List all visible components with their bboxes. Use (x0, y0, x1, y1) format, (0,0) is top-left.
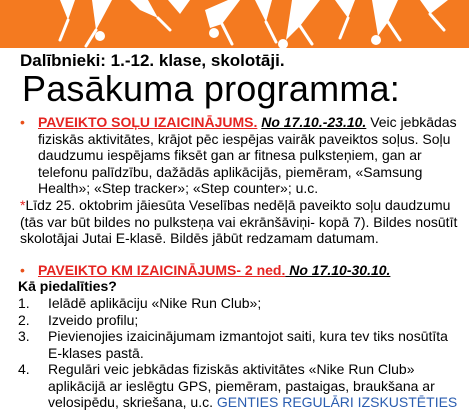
how-to-participate: Kā piedalīties? (18, 278, 117, 294)
list-item (18, 361, 459, 411)
section-steps-heading-line (38, 114, 455, 131)
note-line (20, 197, 459, 214)
list-item (18, 328, 459, 361)
section-steps-body (38, 114, 455, 197)
move-regularly-link[interactable]: GENTIES REGULĀRI IZSKUSTĒTIES (212, 394, 458, 410)
steps-challenge-dates: No 17.10.-23.10. (261, 114, 367, 130)
text-line: velosipēdu, skriešana, u.c. (48, 394, 213, 410)
text-line: aplikācijā ar ieslēgtu GPS, piemēram, pastaigas, braukšana ar (48, 377, 435, 394)
text-line: fiziskās aktivitātes, krājot pēc iespējas vairāk paveiktos soļus. Soļu (38, 130, 451, 147)
text-line: (tās var būt bildes no pulksteņa vai ekrānšāviņi- kopā 7). Bildes nosūtīt (20, 213, 458, 230)
text-line: Health»; «Step tracker»; «Step counter»; u.c. (38, 180, 319, 196)
participants-line: Dalībnieki: 1.-12. klase, skolotāji. (20, 51, 285, 70)
section-km-heading-line (38, 262, 455, 279)
text-line: Ielādē aplikāciju «Nike Run Club»; (48, 295, 262, 311)
text-line: Izveido profilu; (48, 311, 139, 328)
list-item (18, 295, 459, 312)
list-number: 1. (18, 295, 30, 311)
km-challenge-heading: PAVEIKTO KM IZAICINĀJUMS- 2 ned. (38, 262, 286, 278)
steps-note (20, 197, 459, 247)
note-asterisk: * (20, 197, 26, 213)
text-line-with-tail (48, 394, 459, 411)
text-line: telefonu palīdzību, dažādās aplikācijās, piemēram, «Samsung (38, 163, 423, 180)
text-line: Regulāri veic jebkādas fiziskās aktivitātes «Nike Run Club» (48, 361, 415, 377)
bullet: • (20, 114, 25, 130)
text-line: Veic jebkādas (366, 114, 457, 130)
running-figures-icon (0, 0, 469, 48)
steps-list (18, 295, 459, 411)
header-banner (0, 0, 469, 48)
km-challenge-dates: No 17.10-30.10. (285, 262, 391, 278)
text-line: Pievienojies izaicinājumam izmantojot saiti, kura tev tiks nosūtīta (48, 328, 448, 344)
text-line: skolotājai Jutai E-klasē. Bildēs jābūt redzamam datumam. (20, 230, 379, 246)
bullet: • (20, 262, 25, 278)
list-number: 3. (18, 328, 30, 344)
program-title: Pasākuma programma: (22, 68, 400, 109)
list-item (18, 312, 459, 329)
steps-challenge-heading: PAVEIKTO SOĻU IZAICINĀJUMS. (38, 114, 258, 130)
text-line: E-klases pastā. (48, 344, 144, 361)
text-line: daudzumu iespējams fiksēt gan ar fitnesa pulksteņiem, gan ar (38, 147, 422, 163)
list-number: 4. (18, 361, 30, 377)
text-line: Līdz 25. oktobrim jāiesūta Veselības nedēļā paveikto soļu daudzumu (25, 197, 451, 213)
list-number: 2. (18, 311, 30, 328)
